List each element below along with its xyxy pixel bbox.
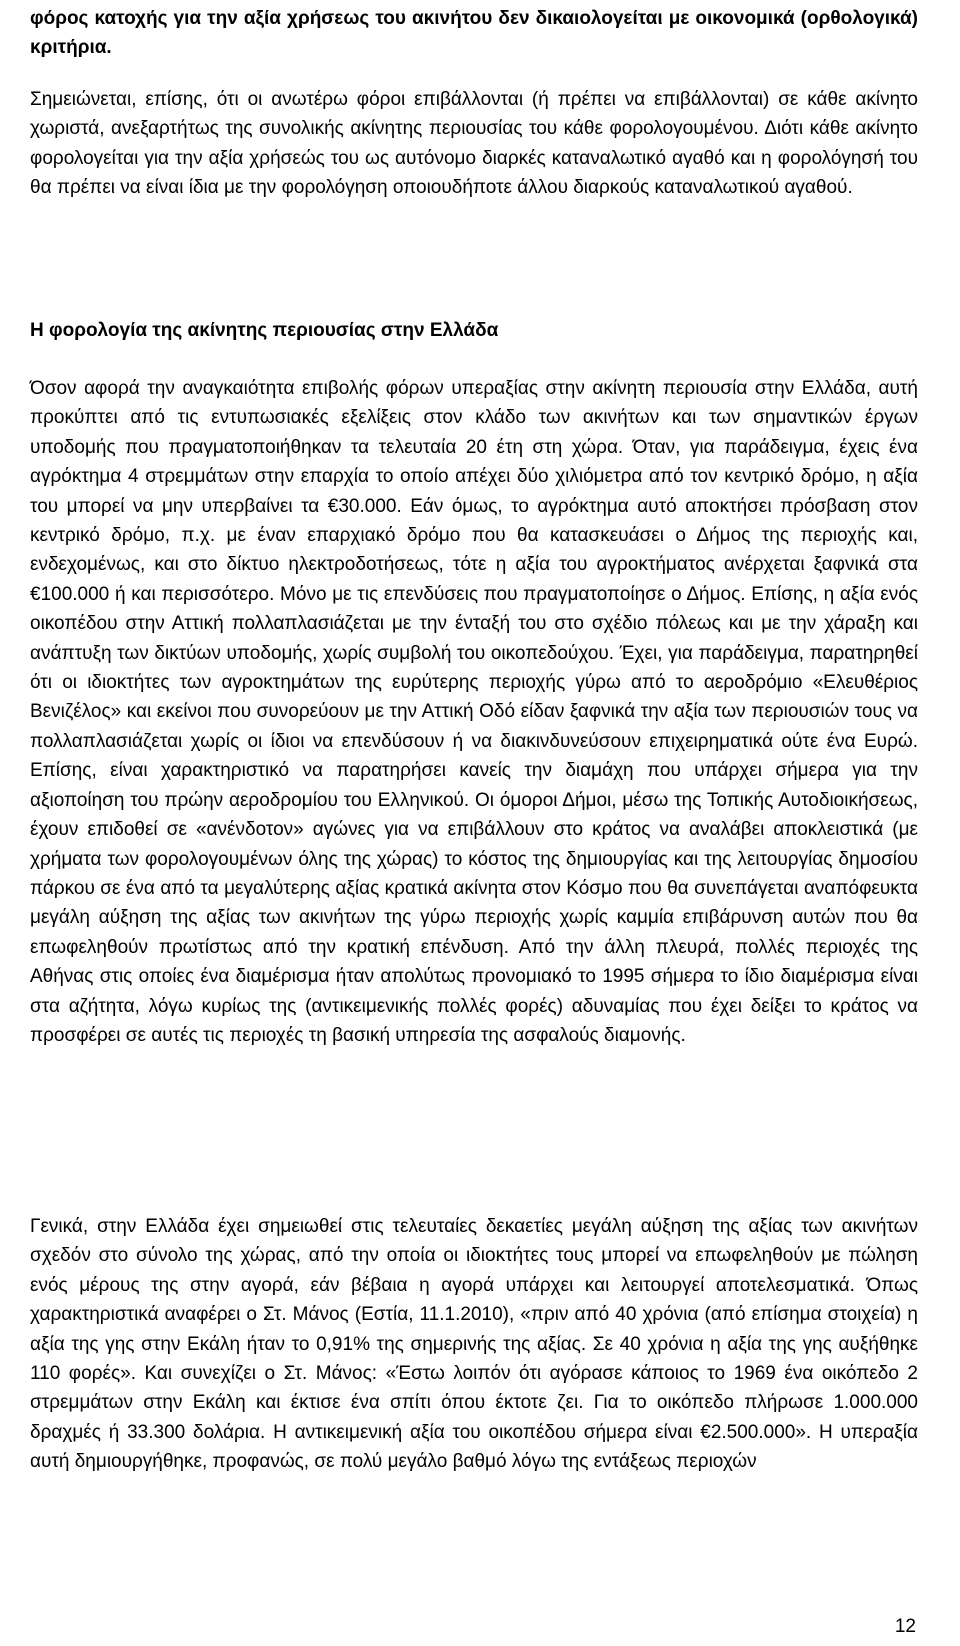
paragraph-continuation: φόρος κατοχής για την αξία χρήσεως του ακινήτου δεν δικαιολογείται με οικονομικά (ορθολογικά) κριτήρια. xyxy=(30,8,918,59)
paragraph-capital-gains-greece: Όσον αφορά την αναγκαιότητα επιβολής φόρων υπεραξίας στην ακίνητη περιουσία στην Ελλάδα, αυτή προκύπτει από τις εντυπωσιακές εξελίξεις στον κλάδο των ακινήτων και των σημαντικών έργων υποδομής που πραγματοποιήθηκαν τα τελευταία 20 έτη στη χώρα. Όταν, για παράδειγμα, έχεις ένα αγρόκτημα 4 στρεμμάτων στην επαρχία το οποίο απέχει δύο χιλιόμετρα από τον κεντρικό δρόμο, η αξία του μπορεί να μην υπερβαίνει τα €30.000. Εάν όμως, το αγρόκτημα αυτό αποκτήσει πρόσβαση στον κεντρικό δρόμο, π.χ. με έναν επαρχιακό δρόμο που θα κατασκευάσει ο Δήμος της περιοχής και, ενδεχομένως, και στο δίκτυο ηλεκτροδοτήσεως, τότε η αξία του αγροκτήματος ανέρχεται ξαφνικά στα €100.000 ή και περισσότερο. Μόνο με τις επενδύσεις που πραγματοποίησε ο Δήμος. Επίσης, η αξία ενός οικοπέδου στην Αττική πολλαπλασιάζεται με την ένταξή του στο σχέδιο πόλεως και με την χάραξη και ανάπτυξη των δικτύων υποδομής, χωρίς συμβολή του οικοπεδούχου. Έχει, για παράδειγμα, παρατηρηθεί ότι οι ιδιοκτήτες των αγροκτημάτων της ευρύτερης περιοχής γύρω από το αεροδρόμιο «Ελευθέριος Βενιζέλος» και εκείνοι που συνορεύουν με την Αττική Οδό είδαν ξαφνικά την αξία των περιουσιών τους να πολλαπλασιάζεται χωρίς οι ίδιοι να επενδύσουν ή να διακινδυνεύσουν επιχειρηματικά ούτε ένα Ευρώ. Επίσης, είναι χαρακτηριστικό να παρατηρήσει κανείς την διαμάχη που υπάρχει σήμερα για την αξιοποίηση του πρώην αεροδρομίου του Ελληνικού. Οι όμοροι Δήμοι, μέσω της Τοπικής Αυτοδιοικήσεως, έχουν επιδοθεί σε «ανένδοτον» αγώνες για να επιβάλλουν στο κράτος να αναλάβει αποκλειστικά (με χρήματα των φορολογουμένων όλης της χώρας) το κόστος της δημιουργίας και της λειτουργίας δημοσίου πάρκου σε ένα από τα μεγαλύτερης αξίας κρατικά ακίνητα στον Κόσμο που θα συνεπάγεται αναπόφευκτα μεγάλη αύξηση της αξίας των ακινήτων της γύρω περιοχής χωρίς καμμία επιβάρυνση αυτών που θα επωφεληθούν πρωτίστως από την κρατική επένδυση. Από την άλλη πλευρά, πολλές περιοχές της Αθήνας στις οποίες ένα διαμέρισμα ήταν απολύτως προνομιακό το 1995 σήμερα το ίδιο διαμέρισμα είναι στα αζήτητα, λόγω κυρίως της (αντικειμενικής πολλές φορές) αδυναμίας που έχει δείξει το κράτος να προσφέρει σε αυτές τις περιοχές τη βασική υπηρεσία της ασφαλούς διαμονής. xyxy=(30,378,918,1046)
paragraph-tax-per-property: Σημειώνεται, επίσης, ότι οι ανωτέρω φόροι επιβάλλονται (ή πρέπει να επιβάλλονται) σε κάθε ακίνητο χωριστά, ανεξαρτήτως της συνολικής ακίνητης περιουσίας του κάθε φορολογουμένου. Διότι κάθε ακίνητο φορολογείται για την αξία χρήσεώς του ως αυτόνομο διαρκές καταναλωτικό αγαθό και η φορολόγησή του θα πρέπει να είναι ίδια με την φορολόγηση οποιουδήποτε άλλου διαρκούς καταναλωτικού αγαθού. xyxy=(30,89,918,199)
section-heading: Η φορολογία της ακίνητης περιουσίας στην Ελλάδα xyxy=(30,320,499,341)
paragraph-property-value-growth: Γενικά, στην Ελλάδα έχει σημειωθεί στις τελευταίες δεκαετίες μεγάλη αύξηση της αξίας των ακινήτων σχεδόν στο σύνολο της χώρας, από την οποία οι ιδιοκτήτες τους μπορεί να επωφεληθούν με πώληση ενός μέρους της στην αγορά, εάν βέβαια η αγορά υπάρχει και λειτουργεί αποτελεσματικά. Όπως χαρακτηριστικά αναφέρει ο Στ. Μάνος (Εστία, 11.1.2010), «πριν από 40 χρόνια (από επίσημα στοιχεία) η αξία της γης στην Εκάλη ήταν το 0,91% της σημερινής της αξίας. Σε 40 χρόνια η αξία της γης αυξήθηκε 110 φορές». Και συνεχίζει ο Στ. Μάνος: «Έστω λοιπόν ότι αγόρασε κάποιος το 1969 ένα οικόπεδο 2 στρεμμάτων στην Εκάλη και έκτισε ένα σπίτι όπου έκτοτε ζει. Για το οικόπεδο πλήρωσε 1.000.000 δραχμές ή 33.300 δολάρια. Η αντικειμενική αξία του οικοπέδου σήμερα είναι €2.500.000». Η υπεραξία αυτή δημιουργήθηκε, προφανώς, σε πολύ μεγάλο βαθμό λόγω της εντάξεως περιοχών xyxy=(30,1216,918,1473)
page-number: 12 xyxy=(894,1616,916,1637)
